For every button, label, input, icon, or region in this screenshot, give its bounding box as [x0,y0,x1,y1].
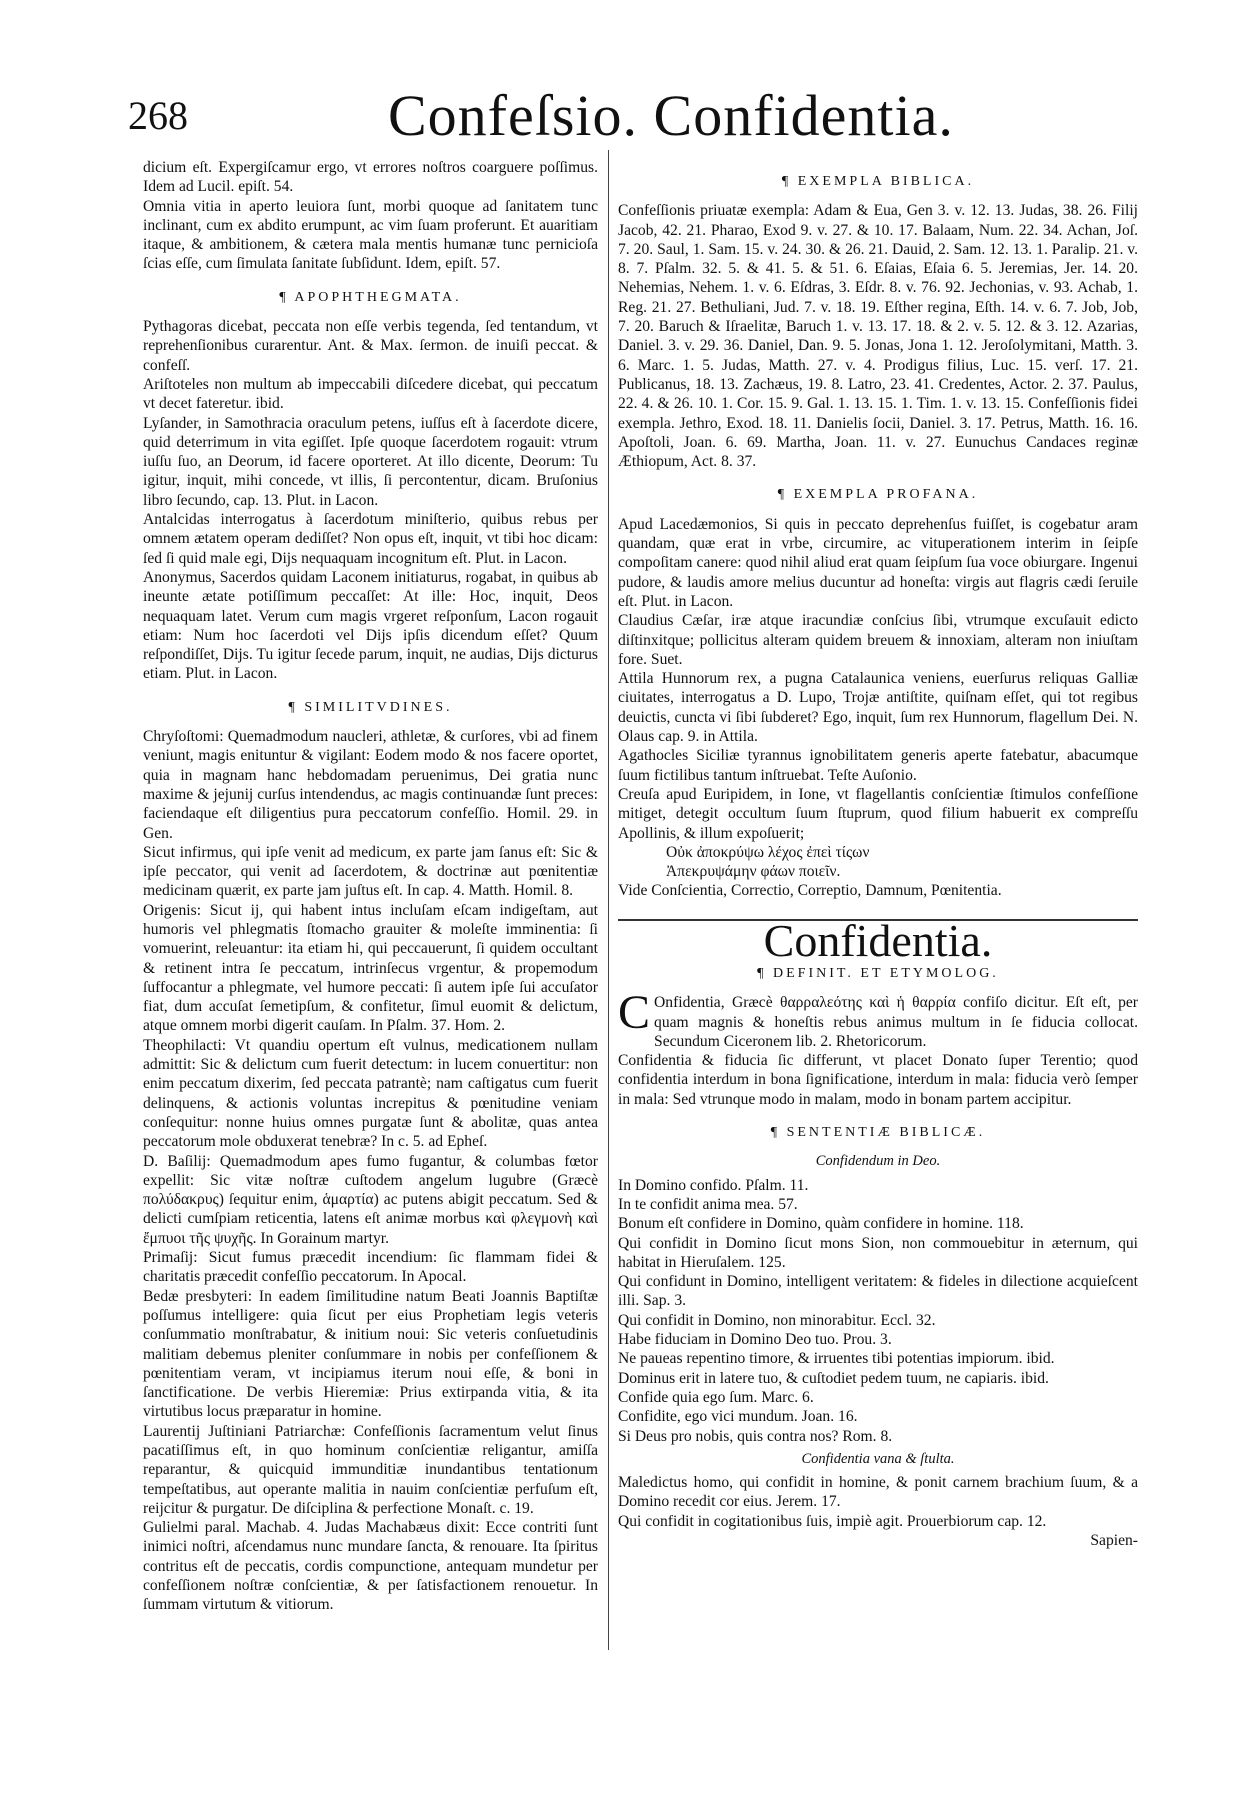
paragraph: D. Baſilij: Quemadmodum apes fumo fugantur, & columbas fœtor expellit: Sic vitæ noſtræ cuſtodem angelum lugubre (Græcè πολύδακρυς) ſequitur enim, ἁμαρτία) ac putens abigit peccatum. Sed & delicti cumſpiam reticentia, latens eſt animæ morbus καὶ φλεγμονὴ καὶ ἔμπυοι τῆς ψυχῆς. In Gorainum martyr. [143,1152,598,1247]
definition-text: Onfidentia, Græcè θαρραλεότης καὶ ἡ θαρρία confiſo dicitur. Eſt eſt, per quam magnis & honeſtis rebus animus multum in ſe fiducia collocat. Secundum Ciceronem lib. 2. Rhetoricorum. [654,994,1138,1050]
right-column [618,158,1138,1550]
paragraph: Creuſa apud Euripidem, in Ione, vt flagellantis conſcientiæ ſtimulos confeſſione mitiget, detegit occultum ſuum ſtuprum, quod filium habuerit ex compreſſu Apollinis, & illum expoſuerit; [618,785,1138,842]
paragraph: Qui confidit in cogitationibus ſuis, impiè agit. Prouerbiorum cap. 12. [618,1512,1047,1530]
greek-verse: Οὐκ ἀποκρύψω λέχος ἐπεὶ τίςων [666,843,870,861]
paragraph: Bedæ presbyteri: In eadem ſimilitudine natum Beati Joannis Baptiſtæ poſſumus intelligere: quia ſicut per eius Prophetiam legis veteris conſummatio monſtrabatur, & initium noui: Sic veteris conſuetudinis malitiam debemus pleniter conſummare in nobis per confeſſionem & pœnitentiam veram, vt incipiamus iterum noui eſſe, & boni in ſanctificatione. De verbis Hieremiæ: Prius extirpanda vitia, & ita virtutibus locus præparatur in homine. [143,1287,598,1421]
paragraph: Attila Hunnorum rex, a pugna Catalaunica veniens, euerſurus reliquas Galliæ ciuitates, interrogatus a D. Lupo, Trojæ antiſtite, quiſnam eſſet, qui tot regibus deuictis, cuncta vi ſibi ſubderet? Ego, inquit, ſum rex Hunnorum, flagellum Dei. N. Olaus cap. 9. in Attila. [618,670,1138,746]
running-title: Confeſsio. Confidentia. [388,83,954,148]
paragraph: Qui confidit in Domino, non minorabitur. Eccl. 32. [618,1311,936,1329]
catchword: Sapien- [1090,1532,1138,1549]
drop-cap: C [618,986,651,1040]
paragraph: Dominus erit in latere tuo, & cuſtodiet pedem tuum, ne capiaris. ibid. [618,1369,1049,1387]
paragraph: Laurentij Juſtiniani Patriarchæ: Confeſſionis ſacramentum velut ſinus pacatiſſimus eſt, in quo hominum conſcientiæ religantur, amiſſa reparantur, & quicquid immunditiæ inundantibus tentationum tempeſtatibus, aut operante malitia in nauim conſcientiæ perfuſum eſt, reijcitur & purgatur. De diſciplina & perfectione Monaſt. c. 19. [143,1422,598,1517]
paragraph: Qui confidunt in Domino, intelligent veritatem: & fideles in dilectione acquieſcent illi. Sap. 3. [618,1273,1138,1310]
paragraph: Maledictus homo, qui confidit in homine, & ponit carnem brachium ſuum, & a Domino recedit cor eius. Jerem. 17. [618,1474,1138,1511]
paragraph: Origenis: Sicut ij, qui habent intus incluſam eſcam indigeſtam, aut humoris vel phlegmatis ſtomacho grauiter & moleſte imminentia: ſi vomuerint, releuantur: ita etiam hi, qui peccauerunt, ſi quidem occultant & retinent intra ſe peccatum, intrinſecus vrgentur, & propemodum ſuffocantur a phlegmate, vel humore peccati: ſi autem ipſe ſui accuſator fiat, dum accuſat ſemetipſum, & confitetur, ſimul euomit & delictum, atque omnem morbi digerit cauſam. In Pſalm. 37. Hom. 2. [143,901,598,1035]
greek-verse: Ἀπεκρυψάμην φάων ποιεῖν. [666,863,841,881]
column-rule [608,150,609,1650]
left-column [143,158,598,1615]
subsection-heading: Confidendum in Deo. [815,1153,941,1170]
paragraph: Vide Conſcientia, Correctio, Correptio, Damnum, Pœnitentia. [618,882,1002,900]
paragraph: Omnia vitia in aperto leuiora ſunt, morbi quoque ad ſanitatem tunc inclinant, cum ex abdito erumpunt, ac vim ſuam proferunt. Et auaritiam itaque, & ambitionem, & cætera mala mentis humanæ tunc pernicioſa ſcias eſſe, cum ſimulata ſanitate ſubſidunt. Idem, epiſt. 57. [143,197,598,273]
paragraph: Si Deus pro nobis, quis contra nos? Rom. 8. [618,1427,893,1445]
paragraph: Habe fiduciam in Domino Deo tuo. Prou. 3. [618,1331,892,1349]
definition-paragraph [618,986,1138,1051]
paragraph: Ariſtoteles non multum ab impeccabili diſcedere dicebat, qui peccatum vt decet fateretur. ibid. [143,375,598,413]
paragraph: Sicut infirmus, qui ipſe venit ad medicum, ex parte jam ſanus eſt: Sic & ipſe peccator, qui venit ad ſacerdotem, & doctrinæ aut pœnitentiæ medicinam quærit, ex parte jam juſtus eſt. In cap. 4. Matth. Homil. 8. [143,843,598,900]
paragraph: Apud Lacedæmonios, Si quis in peccato deprehenſus fuiſſet, is cogebatur aram quandam, quæ erat in vrbe, circumire, ac vituperationem interim in ſeipſe compoſitam canere: quod nihil aliud erat quam ſeipſum ſua voce obiurgare. Ingenui pudore, & laudis amore melius ducuntur ad honeſta: virgis aut flagris cædi ſeruile eſt. Plut. in Lacon. [618,515,1138,610]
paragraph: Confidentia & fiducia ſic differunt, vt placet Donato ſuper Terentio; quod confidentia interdum in bona ſignificatione, interdum in mala: fiducia verò ſemper in mala: Sed vtrunque modo in malam, modo in bonam partem accipitur. [618,1052,1138,1108]
page-header [128,82,1128,162]
paragraph: Confide quia ego ſum. Marc. 6. [618,1388,814,1406]
paragraph: Confeſſionis priuatæ exempla: Adam & Eua, Gen 3. v. 12. 13. Judas, 38. 26. Filij Jacob, 42. 21. Pharao, Exod 9. v. 27. & 10. 17. Balaam, Num. 22. 34. Achan, Joſ. 7. 20. Saul, 1. Sam. 15. v. 24. 30. & 26. 21. Dauid, 2. Sam. 12. 13. 1. Paralip. 21. v. 8. 7. Pſalm. 32. 5. & 41. 5. & 51. 6. Eſaias, Eſaia 6. 5. Jeremias, Jer. 14. 20. Nehemias, Nehem. 1. v. 6. Eſdras, 3. Eſdr. 8. v. 76. 92. Jechonias, v. 93. Achab, 1. Reg. 21. 27. Bethuliani, Jud. 7. v. 18. 19. Eſther regina, Eſth. 14. v. 6. 7. Job, Job, 7. 20. Baruch & Iſraelitæ, Baruch 1. v. 13. 17. 18. & 2. v. 5. 12. & 3. 12. Azarias, Daniel. 3. v. 29. 36. Daniel, Dan. 9. 5. Jonas, Jona 1. 12. Jeroſolymitani, Matth. 3. 6. Marc. 1. 5. Judas, Matth. 27. v. 4. Prodigus filius, Luc. 15. verſ. 17. 21. Publicanus, 18. 13. Zachæus, 19. 8. Latro, 23. 41. Credentes, Actor. 2. 37. Paulus, 22. 4. & 26. 10. 1. Cor. 15. 9. Gal. 1. 13. 15. 1. Tim. 1. v. 13. 15. Confeſſionis fidei exempla. Jethro, Exod. 18. 11. Danielis ſocii, Daniel. 3. 17. Petrus, Matth. 16. 16. Apoſtoli, Joan. 6. 69. Martha, Joan. 11. v. 27. Eunuchus Candaces reginæ Æthiopum, Act. 8. 37. [618,202,1138,471]
paragraph: Qui confidit in Domino ſicut mons Sion, non commouebitur in æternum, qui habitat in Hieruſalem. 125. [618,1234,1138,1271]
paragraph: Lyſander, in Samothracia oraculum petens, iuſſus eſt à ſacerdote dicere, quid deterrimum in vita egiſſet. Ipſe quoque ſacerdotem rogauit: vtrum iuſſu ſuo, an Deorum, id facere oporteret. At illo dicente, Deorum: Tu igitur, inquit, mihi concede, vt illis, ſi percontentur, dicam. Bruſonius libro ſecundo, cap. 13. Plut. in Lacon. [143,414,598,509]
paragraph: Gulielmi paral. Machab. 4. Judas Machabæus dixit: Ecce contriti ſunt inimici noſtri, aſcendamus nunc mundare ſancta, & renouare. Ita ſpiritus contritus eſt de peccatis, cordis compunctione, antequam mundetur per confeſſionem noſtræ conſcientiæ, & per ſatisfactionem renouetur. In ſummam virtutum & vitiorum. [143,1519,598,1614]
section-heading: ¶ DEFINIT. ET ETYMOLOG. [757,965,999,981]
section-heading: ¶ SIMILITVDINES. [288,699,453,715]
paragraph: Pythagoras dicebat, peccata non eſſe verbis tegenda, ſed tentandum, vt reprehenſionibus curarentur. Ant. & Max. ſermon. de inuiſi peccat. & confeſſ. [143,318,598,374]
paragraph: dicium eſt. Expergiſcamur ergo, vt errores noſtros coarguere poſſimus. Idem ad Lucil. epiſt. 54. [143,159,598,196]
paragraph: Bonum eſt confidere in Domino, quàm confidere in homine. 118. [618,1215,1024,1233]
section-heading: ¶ EXEMPLA BIBLICA. [781,174,975,189]
section-heading: ¶ SENTENTIÆ BIBLICÆ. [770,1125,986,1141]
paragraph: In Domino confido. Pſalm. 11. [618,1176,809,1194]
paragraph: Chryſoſtomi: Quemadmodum naucleri, athletæ, & curſores, vbi ad finem veniunt, magis enituntur & vigilant: Eodem modo & nos facere oportet, quia in magnam hanc hebdomadam peruenimus, Dei gratia nunc maxime & jejunij curſus intendendus, ac magis continuandæ ſunt preces: faciendaque eſt diligentius pura peccatorum confeſſio. Homil. 29. in Gen. [143,728,598,842]
page-number: 268 [128,93,188,138]
paragraph: In te confidit anima mea. 57. [618,1195,798,1213]
subsection-heading: Confidentia vana & ſtulta. [801,1450,955,1467]
paragraph: Primaſij: Sicut fumus præcedit incendium: ſic flammam fidei & charitatis præcedit confeſſio peccatorum. In Apocal. [143,1249,598,1286]
paragraph: Agathocles Siciliæ tyrannus ignobilitatem generis aperte fatebatur, abacumque ſuum fictilibus tantum inſtruebat. Teſte Auſonio. [618,747,1138,784]
paragraph: Anonymus, Sacerdos quidam Laconem initiaturus, rogabat, in quibus ab ineunte ætate potiſſimum peccaſſet: At ille: Hoc, inquit, Deos nequaquam latet. Verum cum magis vrgeret reſponſum, Lacon rogauit etiam: Num hoc ſacerdoti vel Dijs ipſis dicendum eſſet? Quum reſpondiſſet, Dijs. Tu igitur ſecede parum, inquit, ne audias, Dijs dicturus etiam. Plut. in Lacon. [143,568,598,683]
section-heading: ¶ APOPHTHEGMATA. [279,289,462,305]
paragraph: Theophilacti: Vt quandiu opertum eſt vulnus, medicationem nullam admittit: Sic & delictum cum fuerit detectum: in lucem conuertitur: non enim peccatum dixerim, ſed peccata patrantè; nam caſtigatus cum fuerit delinquens, & actionis voluntas increpitus & pœnitudine veniam conſequitur: nonne huius omnes purgatæ ſunt & abolitæ, quas antea peccatorum mole obduxerat tenebræ? In c. 5. ad Epheſ. [143,1036,598,1151]
paragraph: Ne paueas repentino timore, & irruentes tibi potentias impiorum. ibid. [618,1350,1055,1368]
entry-title: Confidentia. [763,914,993,966]
paragraph: Antalcidas interrogatus à ſacerdotum miniſterio, quibus rebus per omnem ætatem operam dediſſet? Non opus eſt, inquit, vt tibi hoc dicam: ſed ſi quid male egi, Dijs nequaquam incognitum eſt. Plut. in Lacon. [143,511,598,567]
section-heading: ¶ EXEMPLA PROFANA. [777,487,979,503]
paragraph: Claudius Cæſar, iræ atque iracundiæ conſcius ſibi, vtrumque excuſauit edicto diſtinxitque; pollicitus alteram quidem breuem & innoxiam, alteram non iniuſtam fore. Suet. [618,612,1138,668]
paragraph: Confidite, ego vici mundum. Joan. 16. [618,1408,858,1426]
